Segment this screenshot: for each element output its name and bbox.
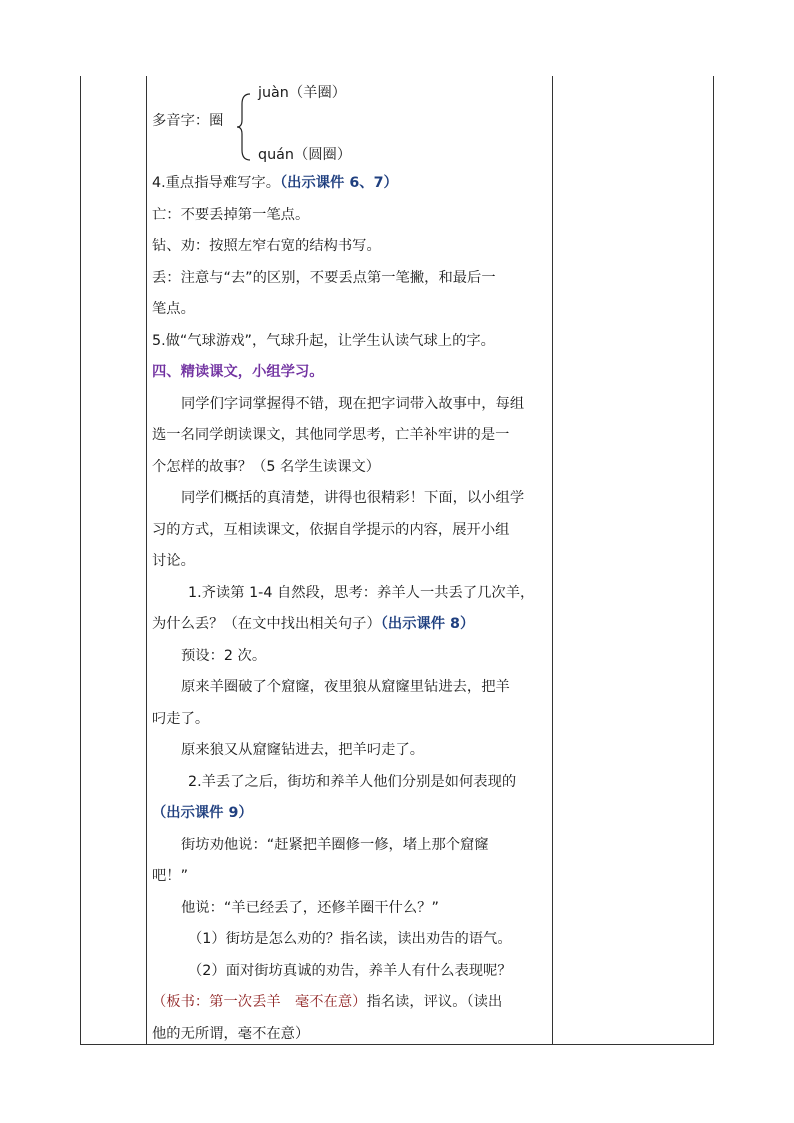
question-1-courseware: （出示课件 8） [380,616,475,632]
polyphone-reading-quan: quán（圆圈） [258,147,352,163]
board-rest: 指名读，评议。（读出 [366,994,503,1010]
question-1-line-2 [152,609,552,641]
char-note: 丢：注意与“去”的区别，不要丢点第一笔撇，和最后一 [152,269,496,286]
para-2-line: 习的方式，互相读课文，依据自学提示的内容，展开小组 [152,521,510,538]
char-note: 亡：不要丢掉第一笔点。 [152,206,310,223]
para-1-line: 选一名同学朗读课文，其他同学思考，亡羊补牢讲的是一 [152,427,510,443]
question-1-line-1: 1.齐读第 1-4 自然段，思考：养羊人一共丢了几次羊， [188,584,535,601]
polyphone-block [152,76,552,168]
table-column-divider-1 [146,76,147,1045]
char-note: 笔点。 [152,301,195,317]
quote-1-line: 叼走了。 [152,710,210,727]
polyphone-reading-juan: juàn（羊圈） [258,85,347,101]
quote-2: 原来狼又从窟窿钻进去，把羊叼走了。 [181,742,425,758]
para-2-line: 讨论。 [152,553,195,569]
last-line: 他的无所谓，毫不在意） [152,1025,310,1042]
owner-quote: 他说：“羊已经丢了，还修羊圈干什么？” [181,899,439,916]
step-4-courseware: （出示课件 6、7） [280,175,398,191]
neighbor-quote-line: 街坊劝他说：“赶紧把羊圈修一修，堵上那个窟窿 [181,836,489,853]
question-2-line-1: 2.羊丢了之后，街坊和养羊人他们分别是如何表现的 [188,773,517,790]
preset-answer: 预设：2 次。 [181,647,267,664]
step-4 [152,168,552,200]
table-column-divider-2 [552,76,553,1045]
quote-1-line: 原来羊圈破了个窟窿，夜里狼从窟窿里钻进去，把羊 [181,679,510,695]
section-4-title: 四、精读课文，小组学习。 [152,364,324,380]
para-1-line: 个怎样的故事？（5 名学生读课文） [152,458,381,475]
sub-question-2: （2）面对街坊真诚的劝告，养羊人有什么表现呢？ [188,962,512,979]
question-2-courseware: （出示课件 9） [152,805,253,821]
neighbor-quote-line: 吧！” [152,868,189,884]
board-note: （板书：第一次丢羊 毫不在意） [152,994,367,1010]
board-line [152,987,552,1019]
question-1-text: 为什么丢？（在文中找出相关句子） [152,616,381,632]
polyphone-label: 多音字：圈 [152,113,224,129]
lesson-content [152,76,552,1050]
table-right-border [713,76,714,1045]
step-5: 5.做“气球游戏”，气球升起，让学生认读气球上的字。 [152,332,495,349]
step-4-text: 4.重点指导难写字。 [152,175,281,191]
para-1-line: 同学们字词掌握得不错，现在把字词带入故事中，每组 [181,395,525,412]
para-2-line: 同学们概括的真清楚，讲得也很精彩！下面，以小组学 [181,490,525,506]
brace-icon [236,92,252,162]
sub-question-1: （1）街坊是怎么劝的？指名读，读出劝告的语气。 [188,931,512,947]
char-note: 钻、劝：按照左窄右宽的结构书写。 [152,238,381,254]
table-left-border [80,76,81,1045]
